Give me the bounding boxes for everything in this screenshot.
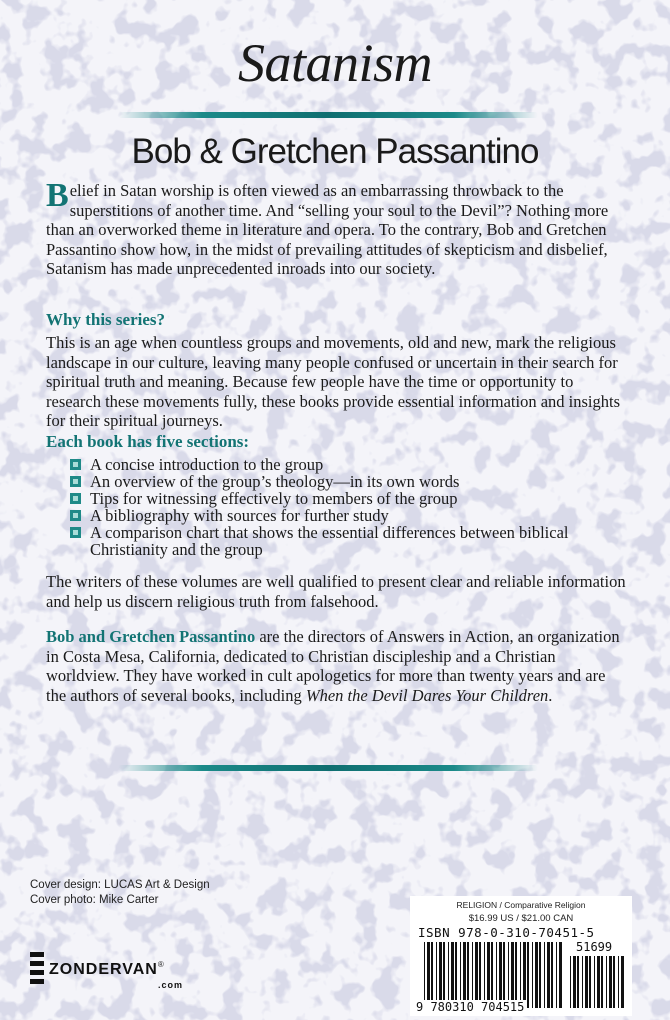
barcode-bar [551,942,553,1008]
barcode-bar [499,942,502,1008]
barcode-bar [547,942,550,1008]
barcode-bar [589,956,591,1008]
square-bullet-icon [70,459,81,470]
barcode-bar [577,956,579,1008]
barcode-bar [443,942,445,1008]
barcode-bar [455,942,457,1008]
barcode-bar [424,942,425,1008]
intro-text: elief in Satan worship is often viewed as an embarrassing throwback to the superstitions of another time. And “selling your soul to the Devil”? Nothing more than an overworked theme in literature and opera. To the contrary, Bob and Gretchen Passantino show how, in the midst of prevailing attitudes of skepticism and disbelief, Satanism has made unprecedented inroads into our society. [46,181,609,278]
list-item: Tips for witnessing effectively to members of the group [70,490,630,507]
barcode-bar [487,942,490,1008]
barcode-bar [523,942,526,1008]
barcode-bar [573,956,576,1008]
barcode-bar [606,956,607,1008]
author-bio: Bob and Gretchen Passantino are the directors of Answers in Action, an organization in Costa Mesa, California, dedicated to Christian discipleship and a Christian worldview. They have worked in cult apologetics for more than twenty years and are the authors of several books, including When the Devil Dares Your Children. [46,627,620,705]
drop-cap: B [46,177,69,214]
barcode-bar [479,942,481,1008]
square-bullet-icon [70,493,81,504]
barcode-bar [475,942,478,1008]
barcode-bar [601,956,603,1008]
barcode-bar [472,942,473,1008]
barcode-category: RELIGION / Comparative Religion [456,900,586,910]
barcode-addon-digits: 51699 [576,940,613,954]
barcode-bar [597,956,600,1008]
why-series-heading: Why this series? [46,310,165,329]
barcode-bar [451,942,454,1008]
barcode-bar [582,956,583,1008]
barcode-bar [463,942,466,1008]
barcode-bars [410,896,632,1016]
writers-paragraph: The writers of these volumes are well qualified to present clear and reliable information and help us discern religious truth from falsehood. [46,572,626,611]
sections-heading: Each book has five sections: [46,432,250,451]
barcode-bar [436,942,437,1008]
barcode-bar [544,942,545,1008]
barcode-bar [594,956,595,1008]
bio-names: Bob and Gretchen Passantino [46,627,256,646]
barcode-bar [532,942,533,1008]
barcode-bar [618,956,619,1008]
barcode-bar [503,942,505,1008]
bottom-teal-rule [118,765,538,771]
barcode-bar [460,942,461,1008]
barcode-bar [515,942,517,1008]
barcode-bar [491,942,493,1008]
why-series-paragraph: This is an age when countless groups and movements, old and new, mark the religious landscape in our culture, leaving many people confused or uncertain in their search for spiritual truth and meaning. Because few people have the time or opportunity to research these movements fully, these books provide essential information and insights for their spiritual journeys. [46,333,621,430]
book-title: Satanism [237,33,433,93]
barcode-bar [613,956,615,1008]
bio-book-title: When the Devil Dares Your Children [305,685,549,705]
barcode-bar [439,942,442,1008]
publisher-name: ZONDERVAN [49,961,158,978]
list-item: A bibliography with sources for further study [70,507,630,524]
square-bullet-icon [70,527,81,538]
zondervan-mark-icon [30,952,44,984]
barcode-bar [621,956,624,1008]
barcode-bar [556,942,557,1008]
barcode-bar [448,942,449,1008]
barcode-bar [585,956,588,1008]
barcode-bar [609,956,612,1008]
barcode-digits: 9 780310 704515 [416,1000,525,1014]
barcode-bar [527,942,529,1008]
barcode-bar [570,956,571,1008]
publisher-logo [30,952,184,990]
cover-credits [30,878,210,908]
list-item: An overview of the group’s theology—in its own words [70,473,630,490]
barcode-price: $16.99 US / $21.00 CAN [468,913,574,924]
barcode-panel [410,896,632,1016]
barcode-isbn: ISBN 978-0-310-70451-5 [418,925,595,940]
barcode-bar [508,942,509,1008]
square-bullet-icon [70,476,81,487]
barcode-bar [559,942,562,1008]
author-name: Bob & Gretchen Passantino [131,132,539,171]
list-item: A comparison chart that shows the essential differences between biblical Christianity and the group [70,524,630,558]
top-teal-rule [118,112,538,118]
barcode-bar [539,942,541,1008]
barcode-bar [496,942,497,1008]
barcode-bar [535,942,538,1008]
barcode-bar [427,942,430,1008]
publisher-web: .com [158,980,184,990]
barcode-bar [520,942,521,1008]
barcode-bar [511,942,514,1008]
sections-list [70,456,630,558]
registered-mark: ® [157,960,164,969]
list-item: A concise introduction to the group [70,456,630,473]
square-bullet-icon [70,510,81,521]
barcode-bar [484,942,485,1008]
cover-design-credit: Cover design: LUCAS Art & Design [30,879,210,891]
intro-paragraph [46,177,626,279]
bio-text: are the directors of Answers in Action, an organization in Costa Mesa, California, dedicated to Christian discipleship and a Christian worldview. They have worked in cult apologetics for more than twenty years and are the authors of several books, including [46,627,620,705]
barcode-bar [431,942,433,1008]
barcode-bar [467,942,469,1008]
cover-photo-credit: Cover photo: Mike Carter [30,894,159,906]
